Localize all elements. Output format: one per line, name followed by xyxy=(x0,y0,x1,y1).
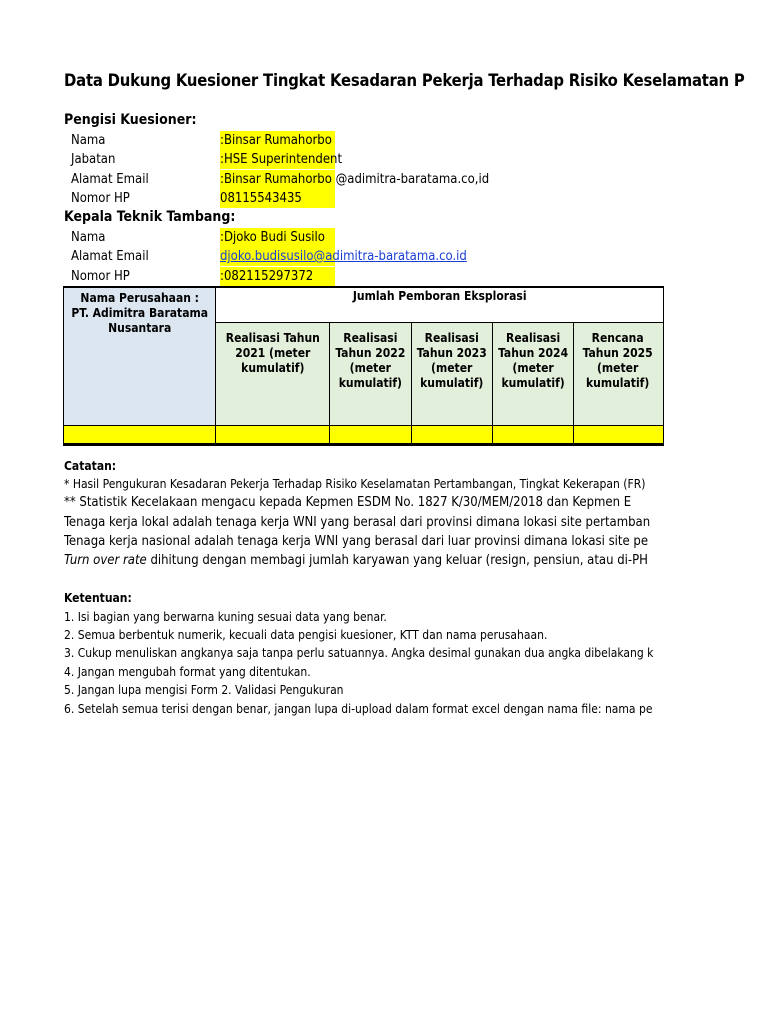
catatan-line-2: ** Statistik Kecelakaan mengacu kepada Kepmen ESDM No. 1827 K/30/MEM/2018 dan Kepmen E xyxy=(64,495,632,510)
catatan-line-5 xyxy=(64,553,648,568)
ketentuan-line-2: 2. Semua berbentuk numerik, kecuali data pengisi kuesioner, KTT dan nama perusahaan. xyxy=(64,628,548,642)
pengisi-nama-text: :Binsar Rumahorbo xyxy=(220,133,332,148)
group-header-cell xyxy=(216,287,664,323)
col-header-2021-text: Realisasi Tahun 2021 (meter kumulatif) xyxy=(225,331,320,375)
col-header-2024-text: Realisasi Tahun 2024 (meter kumulatif) xyxy=(498,331,569,390)
pengisi-heading: Pengisi Kuesioner: xyxy=(64,112,197,128)
pengisi-hp-text: 08115543435 xyxy=(220,191,302,206)
pengisi-email-domain: @adimitra-baratama.co,id xyxy=(331,172,490,187)
col-header-2025 xyxy=(574,323,664,426)
input-cell-company[interactable] xyxy=(64,426,216,445)
input-cell-2024[interactable] xyxy=(492,426,573,445)
col-header-2021 xyxy=(216,323,330,426)
turnover-text: dihitung dengan membagi jumlah karyawan yang keluar (resign, pensiun, atau di-PH xyxy=(146,553,648,568)
input-cell-2025[interactable] xyxy=(574,426,664,445)
ketentuan-line-5: 5. Jangan lupa mengisi Form 2. Validasi Pengukuran xyxy=(64,683,344,697)
ktt-hp-label: Nomor HP xyxy=(71,269,130,284)
col-header-2024 xyxy=(492,323,573,426)
company-header: Nama Perusahaan : PT. Adimitra Baratama Nusantara xyxy=(71,291,209,335)
pengisi-email-label: Alamat Email xyxy=(71,172,149,187)
pengisi-hp-label: Nomor HP xyxy=(71,191,130,206)
group-header: Jumlah Pemboran Eksplorasi xyxy=(352,289,527,303)
ketentuan-line-1: 1. Isi bagian yang berwarna kuning sesuai data yang benar. xyxy=(64,610,387,624)
turnover-term: Turn over rate xyxy=(64,553,147,568)
catatan-heading: Catatan: xyxy=(64,459,117,473)
ketentuan-heading: Ketentuan: xyxy=(64,591,132,605)
drilling-table xyxy=(63,286,664,446)
col-header-2025-text: Rencana Tahun 2025 (meter kumulatif) xyxy=(582,331,653,390)
company-header-cell xyxy=(64,287,216,426)
input-cell-2023[interactable] xyxy=(411,426,492,445)
catatan-line-4: Tenaga kerja nasional adalah tenaga kerja WNI yang berasal dari luar provinsi dimana lokasi site pe xyxy=(64,534,649,549)
col-header-2022-text: Realisasi Tahun 2022 (meter kumulatif) xyxy=(335,331,406,390)
document-title: Data Dukung Kuesioner Tingkat Kesadaran Pekerja Terhadap Risiko Keselamatan P xyxy=(64,71,745,90)
ketentuan-line-6: 6. Setelah semua terisi dengan benar, jangan lupa di-upload dalam format excel dengan nama file: nama pe xyxy=(64,702,653,716)
catatan-line-3: Tenaga kerja lokal adalah tenaga kerja WNI yang berasal dari provinsi dimana lokasi site pertamban xyxy=(64,515,651,530)
ketentuan-line-3: 3. Cukup menuliskan angkanya saja tanpa perlu satuannya. Angka desimal gunakan dua angka dibelakang k xyxy=(64,646,654,660)
pengisi-email-text xyxy=(220,170,489,189)
pengisi-email-name: :Binsar Rumahorbo xyxy=(220,172,332,187)
ktt-email-link[interactable]: djoko.budisusilo@adimitra-baratama.co.id xyxy=(220,249,467,264)
catatan-line-1: * Hasil Pengukuran Kesadaran Pekerja Terhadap Risiko Keselamatan Pertambangan, Tingkat Kekerapan (FR) xyxy=(64,477,646,491)
input-cell-2022[interactable] xyxy=(330,426,411,445)
col-header-2022 xyxy=(330,323,411,426)
pengisi-nama-label: Nama xyxy=(71,133,106,148)
col-header-2023-text: Realisasi Tahun 2023 (meter kumulatif) xyxy=(416,331,487,390)
input-cell-2021[interactable] xyxy=(216,426,330,445)
ktt-nama-label: Nama xyxy=(71,230,106,245)
ktt-nama-text: :Djoko Budi Susilo xyxy=(220,230,325,245)
ketentuan-line-4: 4. Jangan mengubah format yang ditentukan. xyxy=(64,665,311,679)
pengisi-jabatan-label: Jabatan xyxy=(71,152,116,167)
ktt-heading: Kepala Teknik Tambang: xyxy=(64,209,236,225)
ktt-hp-text: :082115297372 xyxy=(220,269,314,284)
col-header-2023 xyxy=(411,323,492,426)
ktt-email-label: Alamat Email xyxy=(71,249,149,264)
pengisi-jabatan-text: :HSE Superintendent xyxy=(220,152,343,167)
